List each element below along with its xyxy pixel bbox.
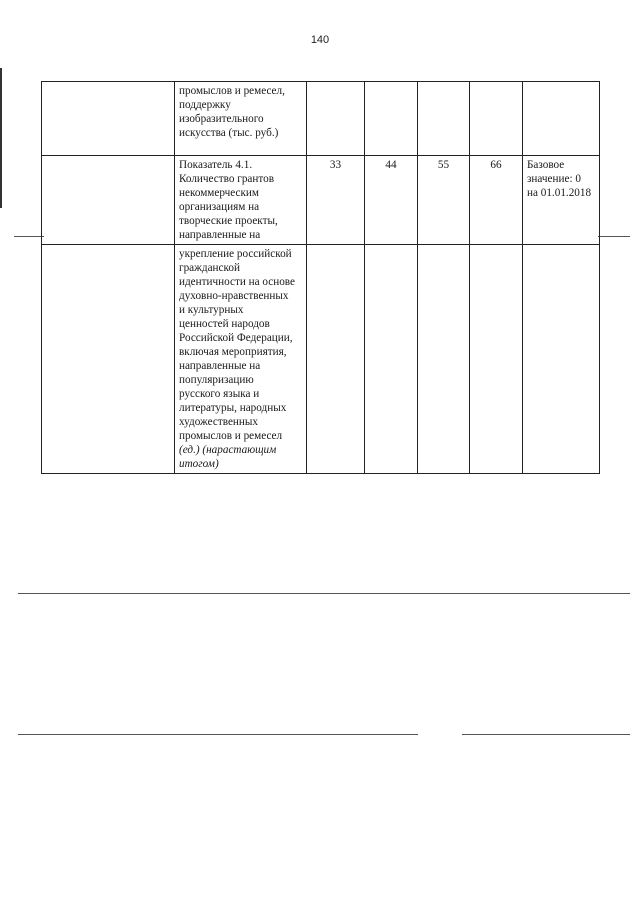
value-cell: 33 [307,156,365,245]
value-cell [365,245,418,474]
indicator-description: укрепление российской гражданской идентичности на основе духовно-нравственных и культурных ценностей народов Российской Федерации, включая мероприятия, направленные на популяризацию русского языка и литературы, народных художественных промыслов и ремесел [179,248,295,442]
table-cell-blank [42,245,175,474]
page-number: 140 [310,34,330,46]
page-break-line [14,236,44,237]
value-cell [470,82,523,156]
note-cell [523,245,600,474]
value-cell [365,82,418,156]
scan-margin-mark [0,68,2,208]
value-cell: 66 [470,156,523,245]
value-cell [470,245,523,474]
indicator-description: промыслов и ремесел, поддержку изобразительного искусства (тыс. руб.) [175,82,307,156]
indicator-description: Показатель 4.1. Количество грантов некоммерческим организациям на творческие проекты, направленные на [175,156,307,245]
table-row [42,156,600,245]
value-cell [418,82,470,156]
indicator-table [41,81,600,474]
page-break-line [598,236,630,237]
value-cell [307,245,365,474]
value-cell: 44 [365,156,418,245]
page-break-line [18,734,418,735]
note-cell: Базовое значение: 0 на 01.01.2018 [523,156,600,245]
indicator-unit-note: (ед.) (нарастающим итогом) [179,444,277,470]
page-break-line [462,734,630,735]
page-break-line [18,593,630,594]
value-cell [418,245,470,474]
value-cell: 55 [418,156,470,245]
table-cell-blank [42,156,175,245]
table-row [42,245,600,474]
note-cell [523,82,600,156]
table-cell-blank [42,82,175,156]
value-cell [307,82,365,156]
table-row [42,82,600,156]
indicator-description-cell [175,245,307,474]
